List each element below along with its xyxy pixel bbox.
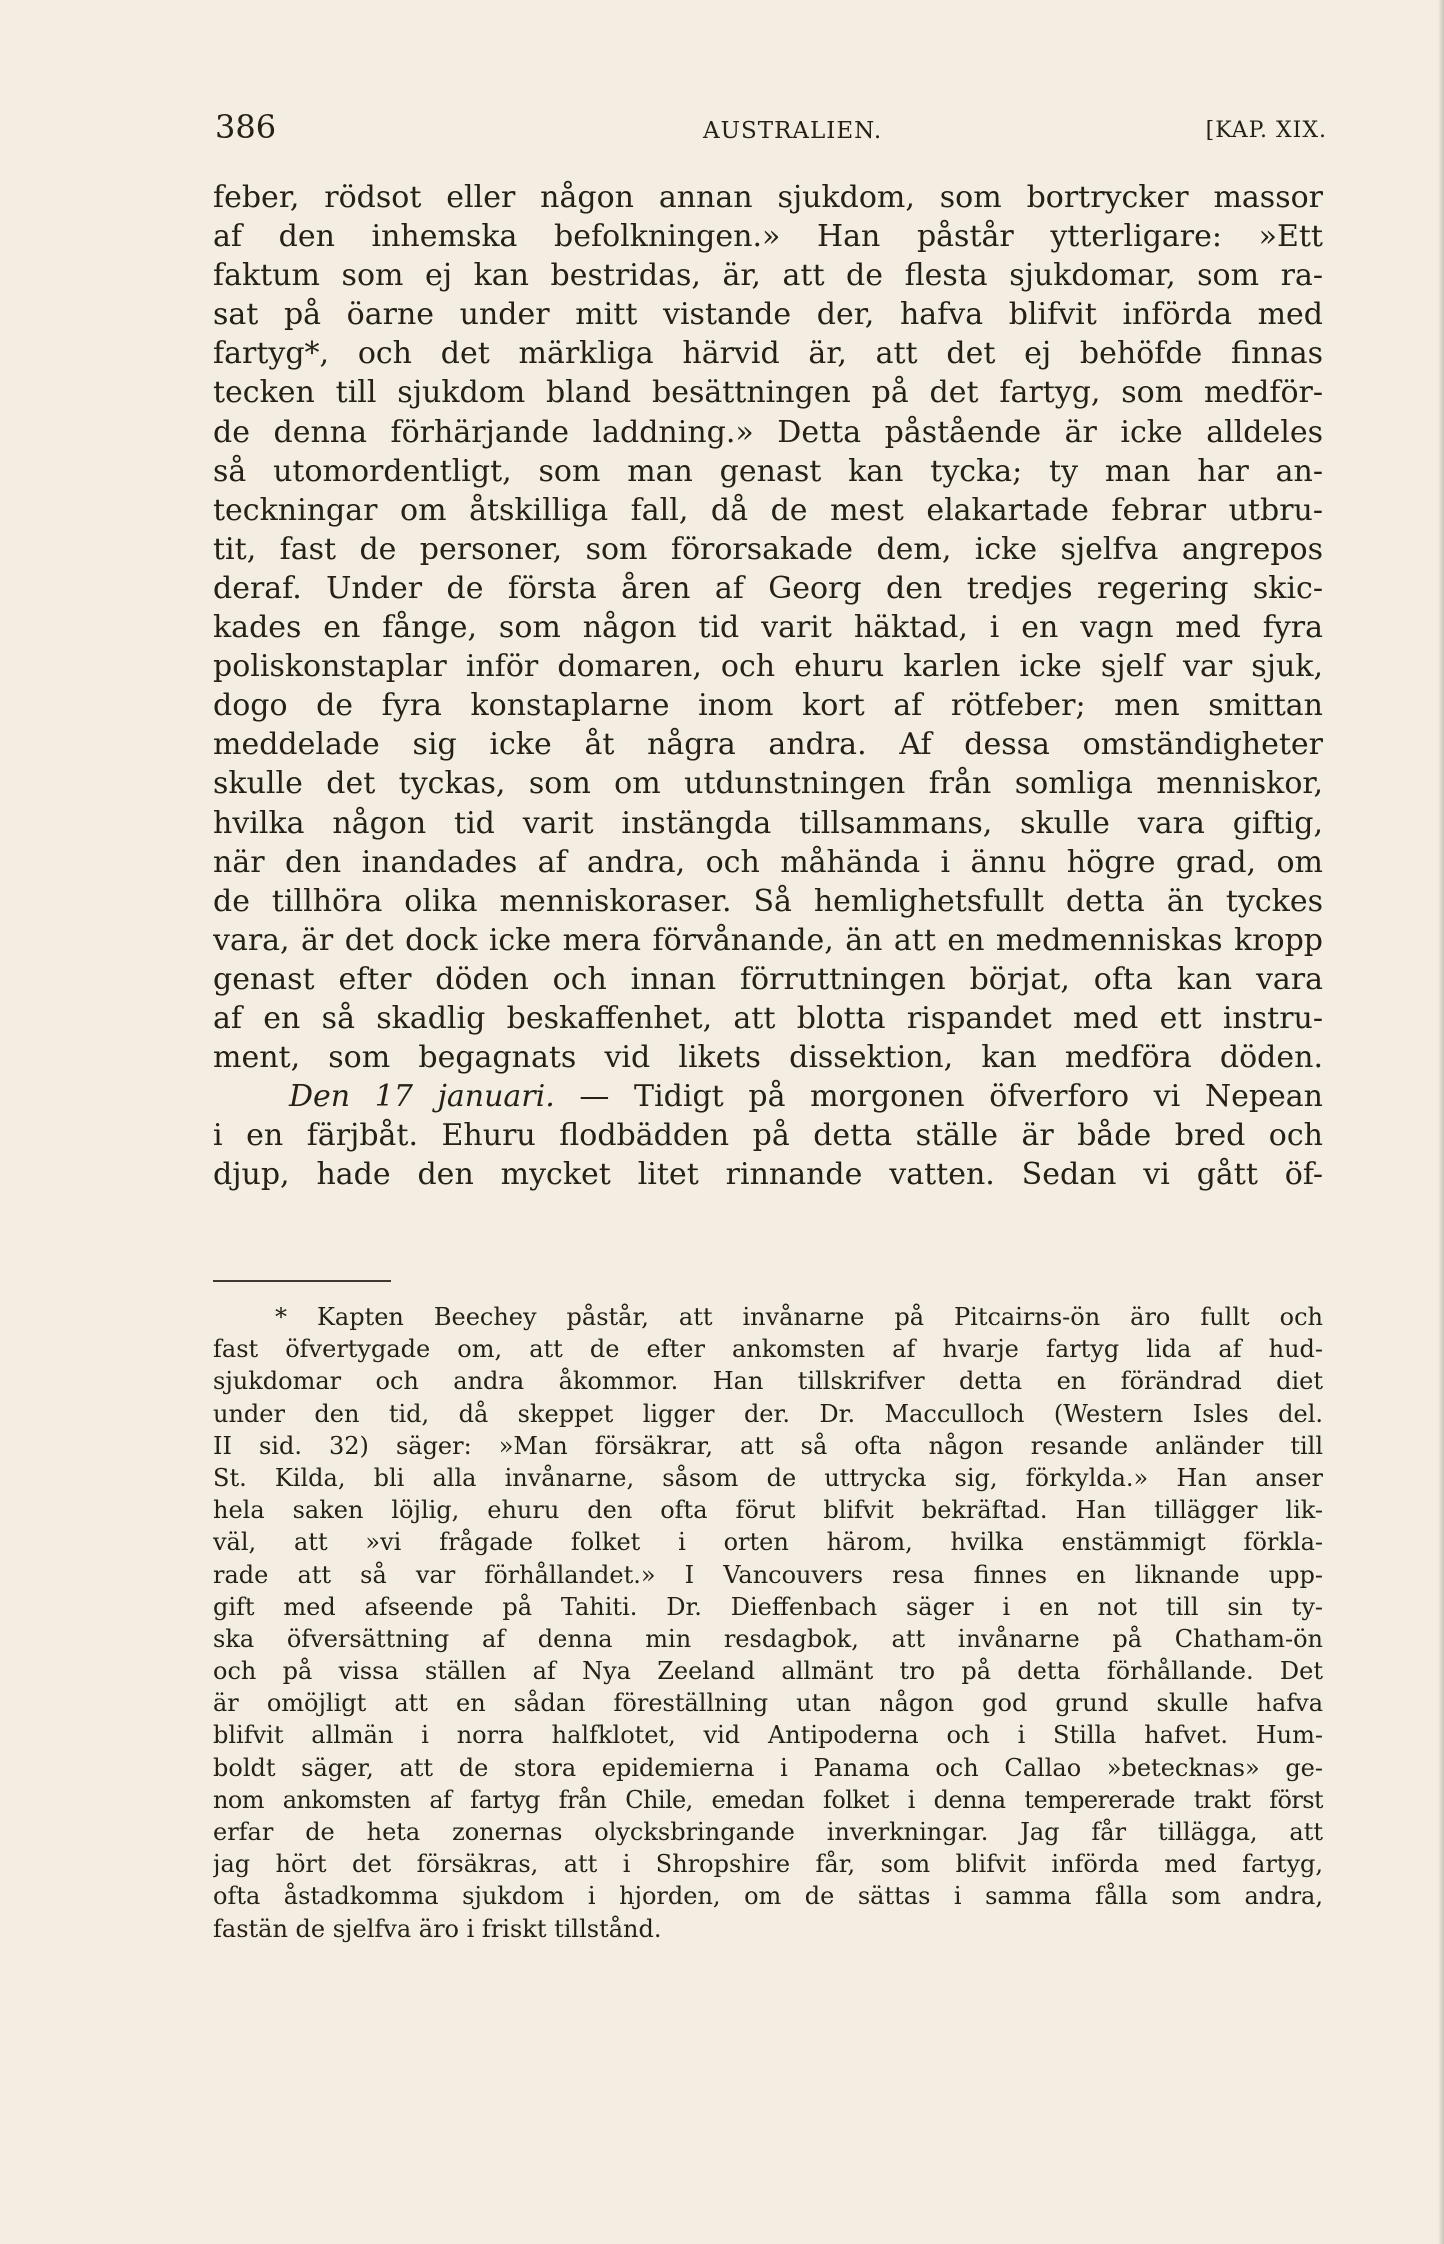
footnote-line: fastän de sjelfva äro i friskt tillstånd.	[213, 1914, 662, 1943]
page-header	[215, 108, 1325, 152]
body-line: djup, hade den mycket litet rinnande vatten. Sedan vi gått öf-	[213, 1157, 1323, 1193]
footnote-line: under den tid, då skeppet ligger der. Dr. Macculloch (Western Isles del.	[213, 1399, 1323, 1428]
body-line: dogo de fyra konstaplarne inom kort af rötfeber; men smittan	[213, 688, 1323, 724]
footnote-line: rade att så var förhållandet.» I Vancouvers resa finnes en liknande upp-	[213, 1560, 1323, 1589]
body-line: i en färjbåt. Ehuru flodbädden på detta ställe är både bred och	[213, 1118, 1323, 1154]
footnote-line: och på vissa ställen af Nya Zeeland allmänt tro på detta förhållande. Det	[213, 1657, 1323, 1686]
body-line: skulle det tyckas, som om utdunstningen från somliga menniskor,	[213, 766, 1323, 802]
body-line: tit, fast de personer, som förorsakade dem, icke sjelfva angrepos	[213, 531, 1323, 567]
body-line: deraf. Under de första åren af Georg den tredjes regering skic-	[213, 570, 1323, 606]
body-line: meddelade sig icke åt några andra. Af dessa omständigheter	[213, 727, 1323, 763]
footnote-line: ska öfversättning af denna min resdagbok, att invånarne på Chatham-ön	[213, 1624, 1323, 1653]
entry-text: — Tidigt på morgonen öfverforo vi Nepean	[554, 1079, 1323, 1115]
footnote-line: boldt säger, att de stora epidemierna i Panama och Callao »betecknas» ge-	[213, 1753, 1323, 1782]
footnote-line: väl, att »vi frågade folket i orten härom, hvilka enstämmigt förkla-	[213, 1528, 1323, 1557]
footnote-line: II sid. 32) säger: »Man försäkrar, att så ofta någon resande anländer till	[213, 1431, 1323, 1460]
body-line: fartyg*, och det märkliga härvid är, att det ej behöfde finnas	[213, 336, 1323, 372]
body-line: när den inandades af andra, och måhända i ännu högre grad, om	[213, 844, 1323, 880]
body-line: hvilka någon tid varit instängda tillsammans, skulle vara giftig,	[213, 805, 1323, 841]
footnote-line: jag hört det försäkras, att i Shropshire får, som blifvit införda med fartyg,	[213, 1850, 1323, 1879]
body-line: teckningar om åtskilliga fall, då de mest elakartade febrar utbru-	[213, 492, 1323, 528]
body-line: sat på öarne under mitt vistande der, hafva blifvit införda med	[213, 297, 1323, 333]
entry-date: Den 17 januari.	[289, 1079, 555, 1115]
chapter-reference: [KAP. XIX.	[1205, 118, 1327, 143]
page-edge-shadow	[1438, 0, 1444, 2244]
body-line: af en så skadlig beskaffenhet, att blotta rispandet med ett instru-	[213, 1000, 1323, 1036]
dated-entry-line	[213, 1077, 1323, 1116]
footnote-line: St. Kilda, bli alla invånarne, såsom de uttrycka sig, förkylda.» Han anser	[213, 1463, 1323, 1492]
body-line: de tillhöra olika menniskoraser. Så hemlighetsfullt detta än tyckes	[213, 883, 1323, 919]
footnote-line: ofta åstadkomma sjukdom i hjorden, om de sättas i samma fålla som andra,	[213, 1882, 1323, 1911]
footnote-line: fast öfvertygade om, att de efter ankomsten af hvarje fartyg lida af hud-	[213, 1335, 1323, 1364]
body-line: tecken till sjukdom bland besättningen på det fartyg, som medför-	[213, 375, 1323, 411]
footnote-line: nom ankomsten af fartyg från Chile, emedan folket i denna tempererade trakt först	[213, 1785, 1323, 1814]
footnote-line: hela saken löjlig, ehuru den ofta förut blifvit bekräftad. Han tillägger lik-	[213, 1496, 1323, 1525]
body-line: de denna förhärjande laddning.» Detta påstående är icke alldeles	[213, 414, 1323, 450]
body-line: genast efter döden och innan förruttningen börjat, ofta kan vara	[213, 961, 1323, 997]
body-line: ment, som begagnats vid likets dissektion, kan medföra döden.	[213, 1040, 1323, 1076]
footnote-divider	[213, 1280, 391, 1282]
body-line: så utomordentligt, som man genast kan tycka; ty man har an-	[213, 453, 1323, 489]
page-number: 386	[215, 108, 277, 146]
footnote-line: gift med afseende på Tahiti. Dr. Dieffenbach säger i en not till sin ty-	[213, 1592, 1323, 1621]
body-line: kades en fånge, som någon tid varit häktad, i en vagn med fyra	[213, 610, 1323, 646]
footnote	[213, 1301, 1323, 1945]
body-line: af den inhemska befolkningen.» Han påstår ytterligare: »Ett	[213, 219, 1323, 255]
body-line: feber, rödsot eller någon annan sjukdom, som bortrycker massor	[213, 180, 1323, 215]
main-text	[213, 178, 1323, 1194]
footnote-line: erfar de heta zonernas olycksbringande inverkningar. Jag får tillägga, att	[213, 1818, 1323, 1846]
body-line: vara, är det dock icke mera förvånande, än att en medmenniskas kropp	[213, 922, 1323, 958]
body-line: faktum som ej kan bestridas, är, att de flesta sjukdomar, som ra-	[213, 258, 1323, 294]
footnote-line: sjukdomar och andra åkommor. Han tillskrifver detta en förändrad diet	[213, 1367, 1323, 1396]
body-line: poliskonstaplar inför domaren, och ehuru karlen icke sjelf var sjuk,	[213, 649, 1323, 685]
footnote-line: blifvit allmän i norra halfklotet, vid Antipoderna och i Stilla hafvet. Hum-	[213, 1721, 1323, 1750]
footnote-line: * Kapten Beechey påstår, att invånarne på Pitcairns-ön äro fullt och	[275, 1303, 1323, 1331]
footnote-line: är omöjligt att en sådan föreställning utan någon god grund skulle hafva	[213, 1689, 1323, 1718]
running-head: AUSTRALIEN.	[703, 118, 883, 144]
